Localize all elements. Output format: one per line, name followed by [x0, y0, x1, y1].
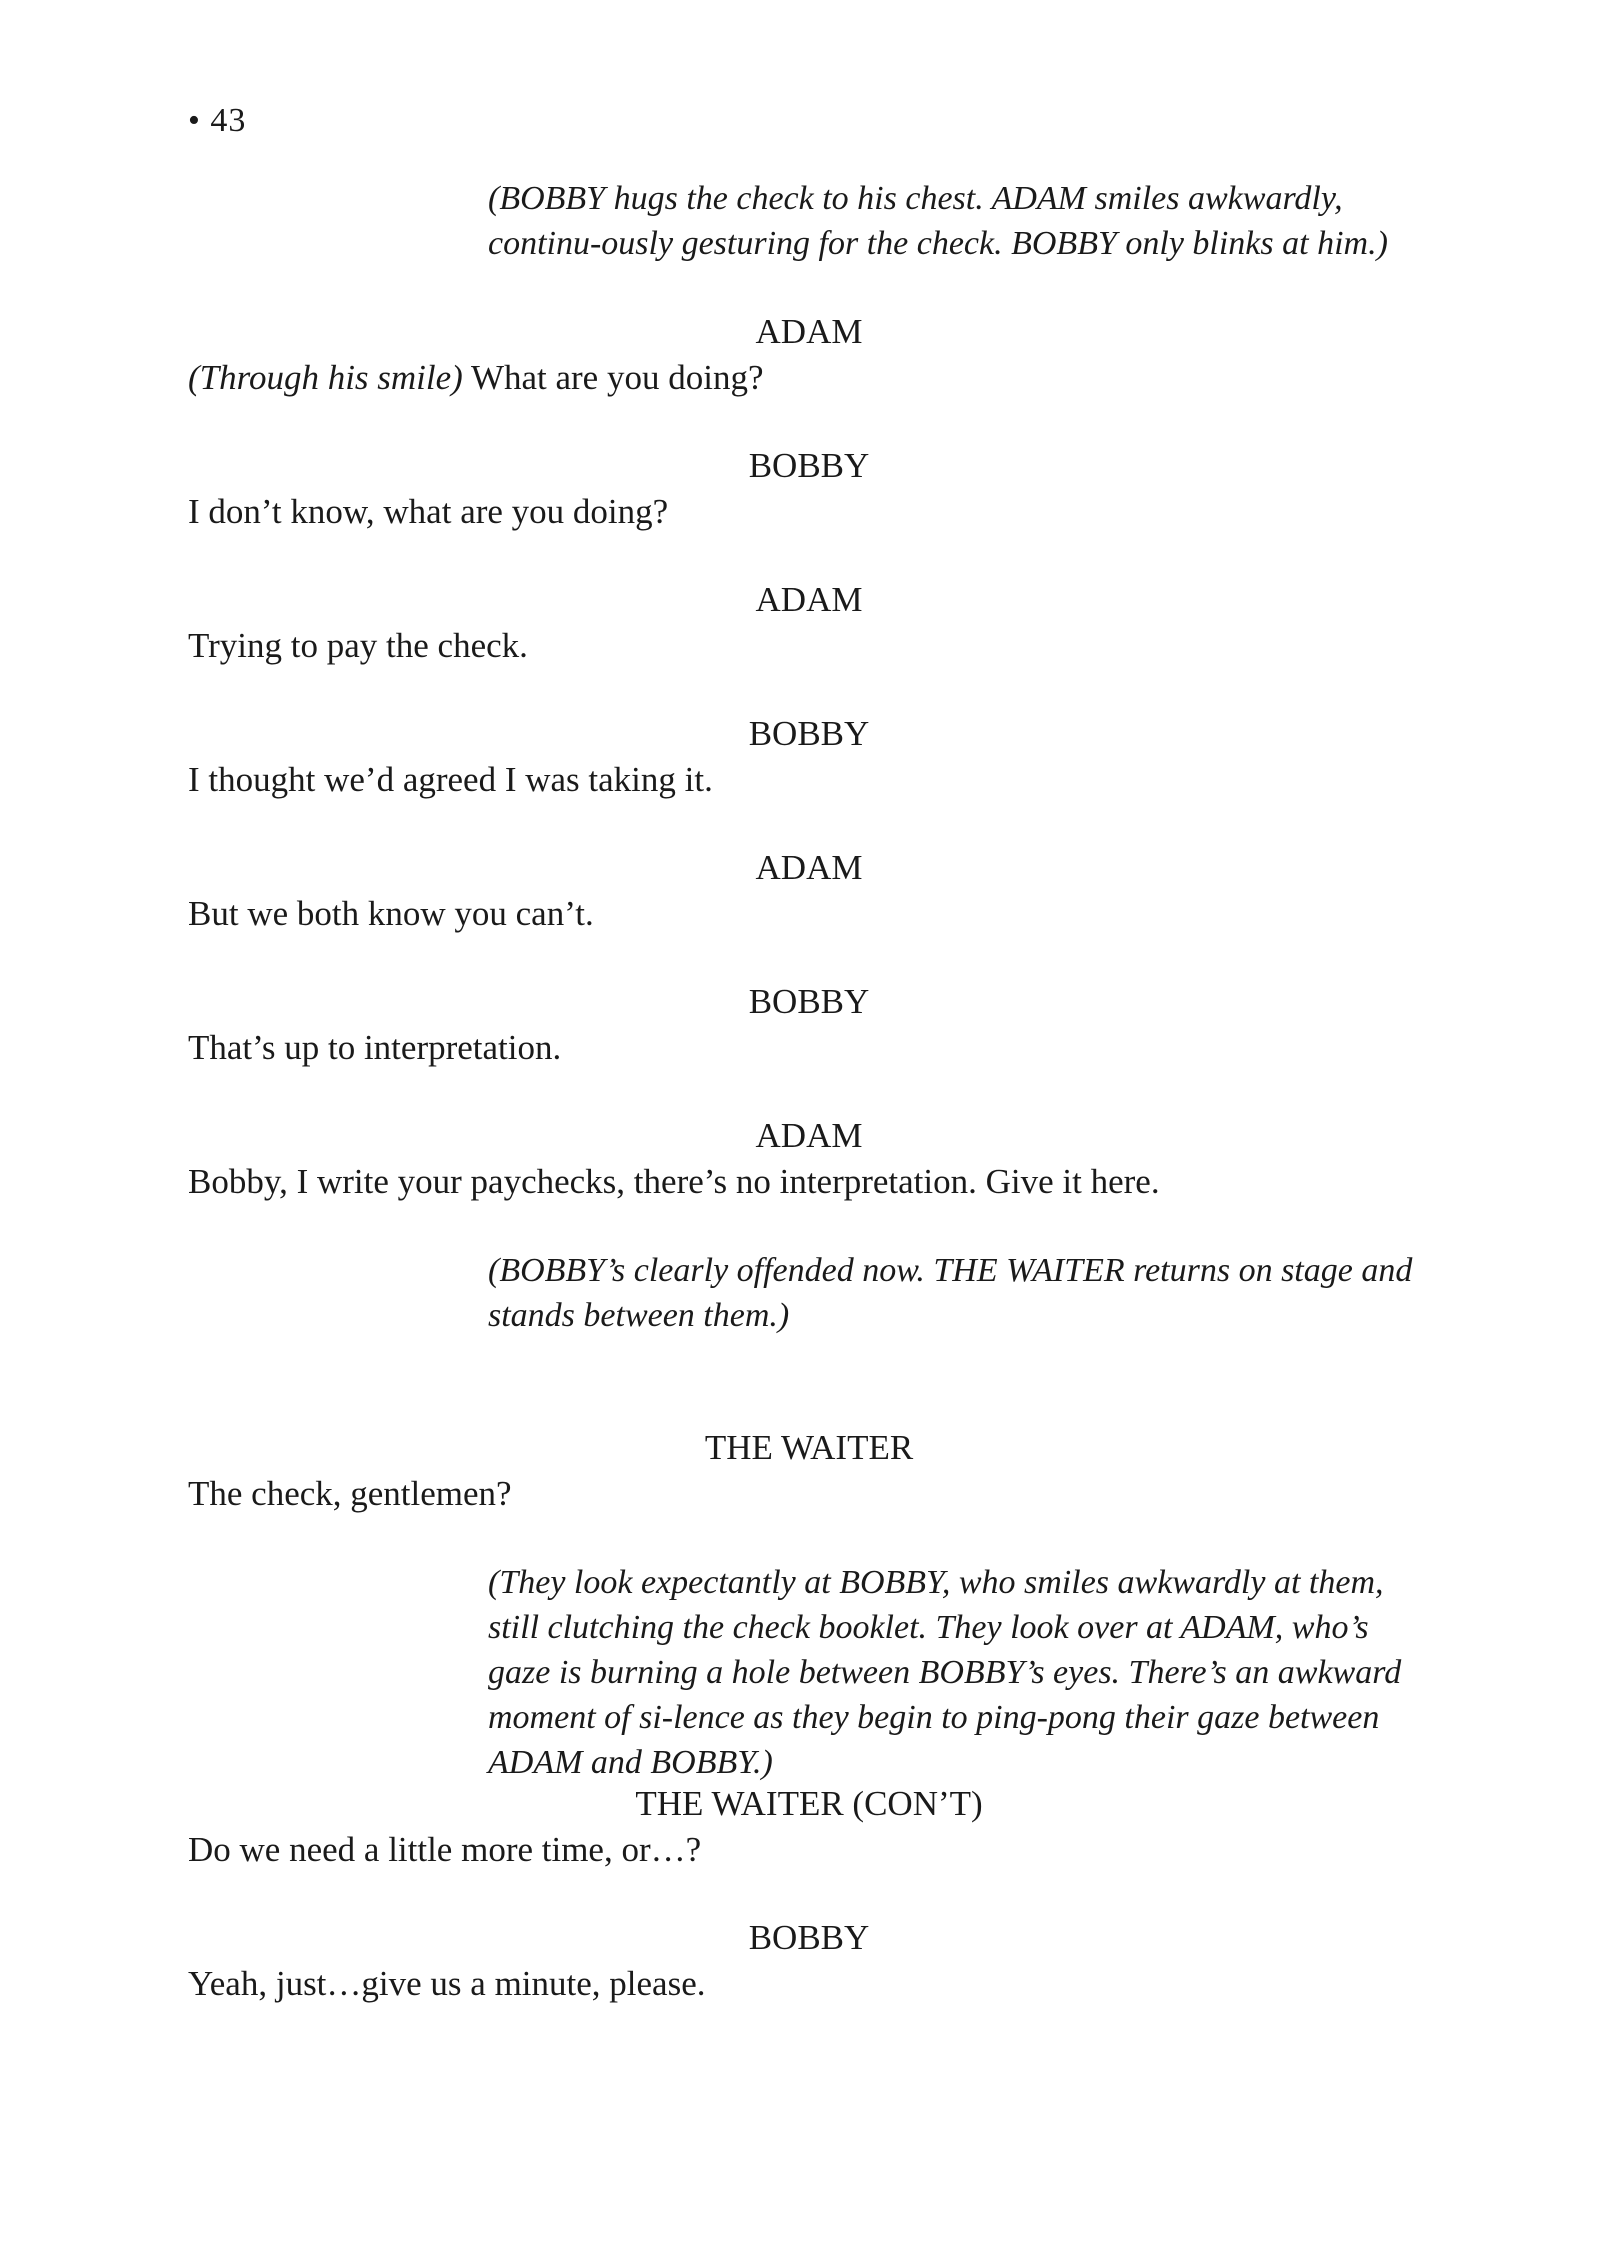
- dialogue-line: But we both know you can’t.: [188, 894, 594, 933]
- stage-direction: (BOBBY hugs the check to his chest. ADAM smiles awkwardly, continu-ously gesturing for the check. BOBBY only blinks at him.): [488, 180, 1388, 262]
- character-name: THE WAITER: [704, 1428, 914, 1467]
- stage-direction: (They look expectantly at BOBBY, who smiles awkwardly at them, still clutching the check booklet. They look over at ADAM, who’s gaze is burning a hole between BOBBY’s eyes. There’s an awkward moment of si-lence as they begin to ping-pong their gaze between ADAM and BOBBY.): [488, 1564, 1402, 1781]
- dialogue-line: That’s up to interpretation.: [188, 1028, 562, 1067]
- character-name: BOBBY: [748, 1918, 870, 1957]
- parenthetical: (Through his smile): [188, 358, 463, 397]
- dialogue-line: The check, gentlemen?: [188, 1474, 512, 1513]
- dialogue-text: What are you doing?: [462, 358, 764, 397]
- dialogue-line: Trying to pay the check.: [188, 626, 528, 665]
- character-name: ADAM: [755, 580, 863, 619]
- character-name: BOBBY: [748, 446, 870, 485]
- dialogue-line: I thought we’d agreed I was taking it.: [188, 760, 713, 799]
- dialogue-line: Do we need a little more time, or…?: [188, 1830, 702, 1869]
- page-number: • 43: [188, 102, 247, 139]
- character-name: ADAM: [755, 312, 863, 351]
- character-name: THE WAITER (CON’T): [635, 1784, 983, 1823]
- dialogue-line: [188, 358, 763, 398]
- dialogue-line: Yeah, just…give us a minute, please.: [188, 1964, 706, 2003]
- character-name: BOBBY: [748, 714, 870, 753]
- character-name: BOBBY: [748, 982, 870, 1021]
- character-name: ADAM: [755, 1116, 863, 1155]
- dialogue-line: Bobby, I write your paychecks, there’s no interpretation. Give it here.: [188, 1162, 1160, 1201]
- dialogue-line: I don’t know, what are you doing?: [188, 492, 669, 531]
- character-name: ADAM: [755, 848, 863, 887]
- stage-direction: (BOBBY’s clearly offended now. THE WAITER returns on stage and stands between them.): [488, 1252, 1413, 1334]
